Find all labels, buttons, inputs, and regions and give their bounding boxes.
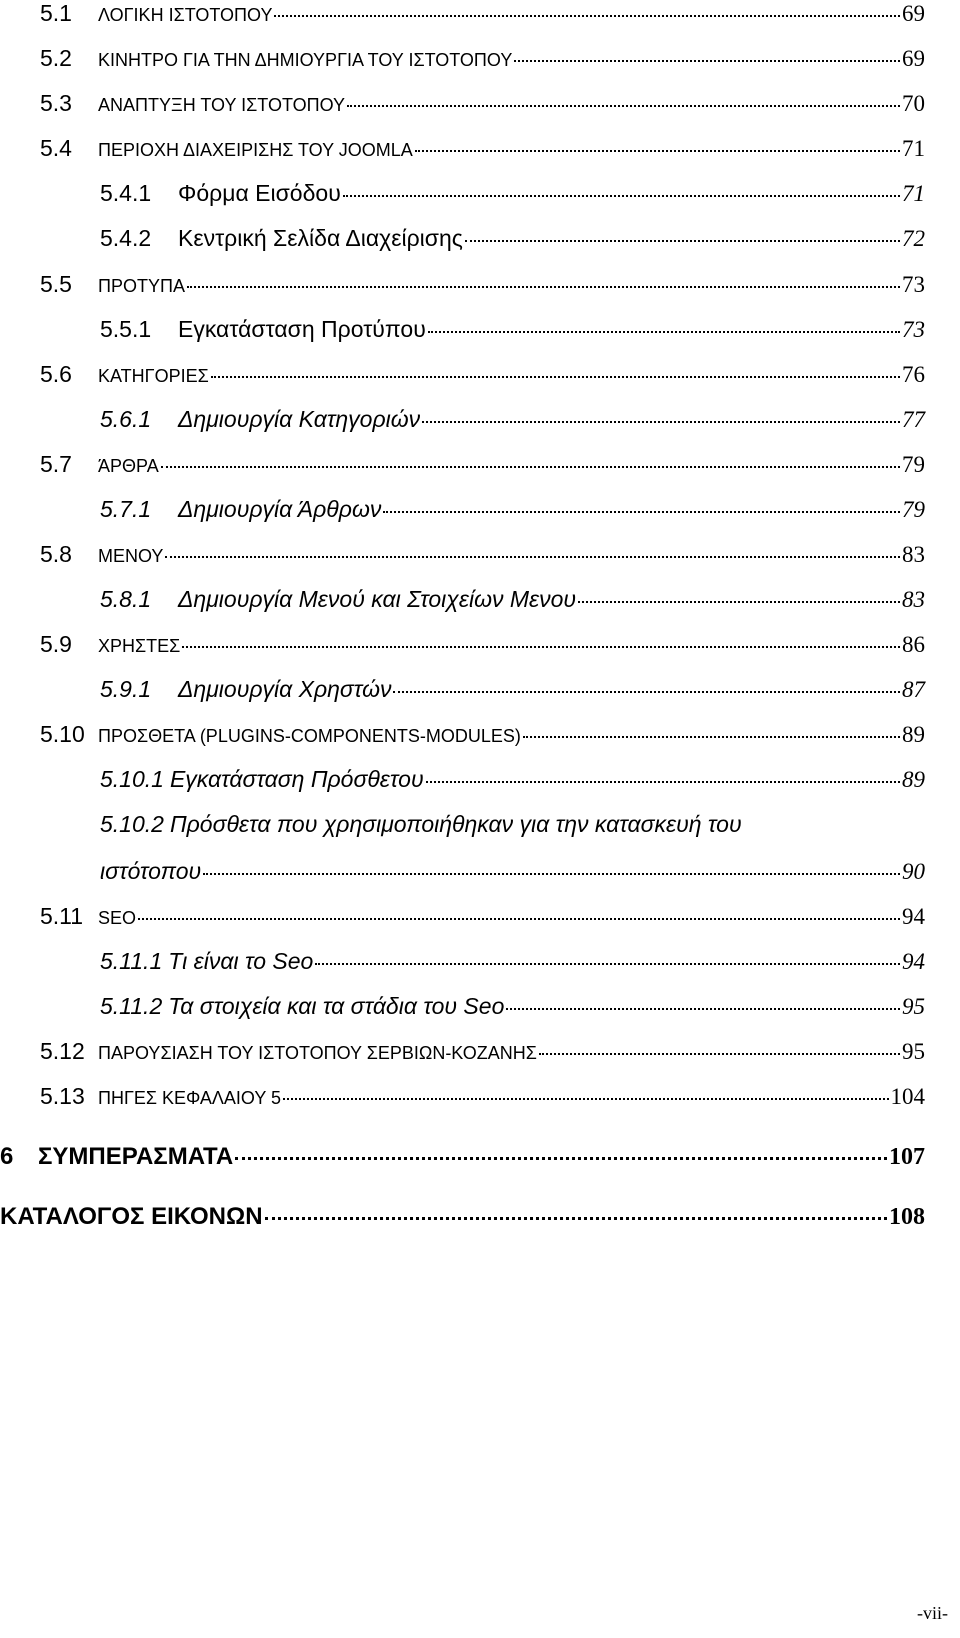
toc-page-number: 71 — [902, 136, 925, 161]
toc-entry-5-13[interactable] — [40, 1083, 925, 1110]
dot-leader — [274, 15, 900, 17]
toc-number: 5.11.1 — [100, 948, 163, 974]
toc-entry-chapter-6[interactable] — [0, 1143, 925, 1171]
toc-entry-5-9[interactable] — [40, 631, 925, 658]
toc-number: 5.5.1 — [100, 316, 152, 342]
dot-leader — [415, 150, 900, 152]
dot-leader — [426, 781, 900, 783]
toc-entry-5-10-2-continued[interactable] — [100, 858, 925, 885]
dot-leader — [203, 873, 900, 875]
toc-page-number: 86 — [902, 632, 925, 657]
dot-leader — [343, 195, 900, 197]
toc-entry-5-8[interactable] — [40, 541, 925, 568]
toc-number: 5.1 — [40, 0, 72, 26]
toc-number: 5.3 — [40, 90, 72, 116]
toc-number: 5.9 — [40, 631, 72, 657]
toc-number: 5.10 — [40, 721, 85, 747]
toc-page-number: 73 — [902, 317, 925, 342]
toc-page-number: 87 — [902, 677, 925, 702]
toc-number: 5.8 — [40, 541, 72, 567]
toc-title: Δημιουργία Κατηγοριών — [178, 406, 421, 432]
toc-title: Εγκατάσταση Πρόσθετου — [169, 766, 424, 792]
toc-number: 5.4 — [40, 135, 72, 161]
toc-number: 6 — [0, 1143, 14, 1170]
toc-entry-5-8-1[interactable] — [100, 586, 925, 613]
toc-entry-5-4-1[interactable] — [100, 180, 925, 207]
toc-number: 5.7 — [40, 451, 72, 477]
toc-number: 5.5 — [40, 271, 72, 297]
toc-title: ΚΑΤΗΓΟΡΙΕΣ — [98, 366, 209, 386]
dot-leader — [539, 1053, 900, 1055]
toc-page-number: 108 — [889, 1204, 925, 1230]
dot-leader — [235, 1157, 887, 1160]
dot-leader — [514, 60, 900, 62]
toc-entry-5-11[interactable] — [40, 903, 925, 930]
toc-number: 5.2 — [40, 45, 72, 71]
toc-title: Πρόσθετα που χρησιμοποιήθηκαν για την κατασκευή του — [169, 811, 742, 837]
toc-title: SEO — [98, 908, 137, 928]
toc-number: 5.13 — [40, 1083, 85, 1109]
dot-leader — [578, 601, 900, 603]
toc-page-number: 94 — [902, 949, 925, 974]
toc-entry-5-5[interactable] — [40, 271, 925, 298]
toc-title: ΚΙΝΗΤΡΟ ΓΙΑ ΤΗΝ ΔΗΜΙΟΥΡΓΙΑ ΤΟΥ ΙΣΤΟΤΟΠΟΥ — [98, 50, 513, 70]
toc-page-number: 89 — [902, 767, 925, 792]
dot-leader — [422, 421, 900, 423]
toc-entry-5-12[interactable] — [40, 1038, 925, 1065]
toc-page-number: 89 — [902, 722, 925, 747]
toc-title: Τι είναι το Seo — [168, 948, 314, 974]
toc-title: ΠΑΡΟΥΣΙΑΣΗ ΤΟΥ ΙΣΤΟΤΟΠΟΥ ΣΕΡΒΙΩΝ-ΚΟΖΑΝΗΣ — [98, 1043, 537, 1063]
toc-title: ΑΝΑΠΤΥΞΗ ΤΟΥ ΙΣΤΟΤΟΠΟΥ — [98, 95, 346, 115]
toc-number: 5.4.1 — [100, 180, 152, 206]
toc-page-number: 83 — [902, 587, 925, 612]
toc-entry-5-5-1[interactable] — [100, 316, 925, 343]
toc-title: ΠΕΡΙΟΧΗ ΔΙΑΧΕΙΡΙΣΗΣ ΤΟΥ JOOMLA — [98, 140, 413, 160]
toc-page-number: 73 — [902, 272, 925, 297]
dot-leader — [523, 736, 900, 738]
toc-title: Δημιουργία Άρθρων — [178, 496, 382, 522]
toc-entry-5-7-1[interactable] — [100, 496, 925, 523]
toc-page-number: 72 — [902, 226, 925, 251]
toc-entry-5-4-2[interactable] — [100, 225, 925, 252]
toc-page-number: 107 — [889, 1144, 925, 1170]
toc-page-number: 95 — [902, 1039, 925, 1064]
dot-leader — [165, 556, 900, 558]
dot-leader — [283, 1098, 888, 1100]
toc-title: Δημιουργία Χρηστών — [178, 676, 392, 702]
toc-title: ΛΟΓΙΚΗ ΙΣΤΟΤΟΠΟΥ — [98, 5, 273, 25]
toc-number: 5.12 — [40, 1038, 85, 1064]
toc-title: Δημιουργία Μενού και Στοιχείων Μενου — [178, 586, 577, 612]
toc-entry-5-6[interactable] — [40, 361, 925, 388]
toc-number: 5.7.1 — [100, 496, 152, 522]
page-footer-number: -vii- — [917, 1603, 948, 1623]
dot-leader — [161, 466, 900, 468]
toc-entry-5-3[interactable] — [40, 90, 925, 117]
toc-entry-5-4[interactable] — [40, 135, 925, 162]
toc-page-number: 71 — [902, 181, 925, 206]
dot-leader — [465, 240, 900, 242]
toc-title: ΜΕΝΟΥ — [98, 546, 164, 566]
toc-entry-5-9-1[interactable] — [100, 676, 925, 703]
toc-page-number: 79 — [902, 497, 925, 522]
dot-leader — [211, 376, 900, 378]
toc-entry-list-of-figures[interactable] — [0, 1203, 925, 1231]
dot-leader — [265, 1217, 887, 1220]
toc-title: Εγκατάσταση Προτύπου — [178, 316, 426, 342]
toc-page-number: 69 — [902, 46, 925, 71]
dot-leader — [187, 286, 900, 288]
toc-page-number: 104 — [890, 1084, 925, 1109]
toc-title: ΆΡΘΡΑ — [98, 456, 159, 476]
toc-page-number: 79 — [902, 452, 925, 477]
toc-page-number: 77 — [902, 407, 925, 432]
dot-leader — [347, 105, 900, 107]
toc-entry-5-10-2[interactable] — [100, 811, 925, 838]
toc-number: 5.6.1 — [100, 406, 152, 432]
toc-number: 5.6 — [40, 361, 72, 387]
toc-title: ΧΡΗΣΤΕΣ — [98, 636, 181, 656]
toc-title: Τα στοιχεία και τα στάδια του Seo — [168, 993, 505, 1019]
toc-title: Κεντρική Σελίδα Διαχείρισης — [178, 225, 463, 251]
dot-leader — [138, 918, 900, 920]
dot-leader — [383, 511, 900, 513]
toc-number: 5.9.1 — [100, 676, 152, 702]
dot-leader — [506, 1008, 900, 1010]
toc-entry-5-10-1[interactable] — [100, 766, 925, 793]
toc-page-number: 83 — [902, 542, 925, 567]
toc-number: 5.8.1 — [100, 586, 152, 612]
toc-title: Φόρμα Εισόδου — [178, 180, 341, 206]
toc-number: 5.10.1 — [100, 766, 164, 792]
toc-entry-5-11-2[interactable] — [100, 993, 925, 1020]
toc-title: ΠΗΓΕΣ ΚΕΦΑΛΑΙΟΥ 5 — [98, 1088, 282, 1108]
toc-number: 5.11.2 — [100, 993, 163, 1019]
toc-entry-5-1[interactable] — [40, 0, 925, 27]
toc-title: ΣΥΜΠΕΡΑΣΜΑΤΑ — [38, 1143, 234, 1170]
toc-entry-5-10[interactable] — [40, 721, 925, 748]
dot-leader — [428, 331, 900, 333]
dot-leader — [182, 646, 900, 648]
toc-entry-5-6-1[interactable] — [100, 406, 925, 433]
toc-title: ΠΡΟΤΥΠΑ — [98, 276, 186, 296]
toc-entry-5-2[interactable] — [40, 45, 925, 72]
toc-title: ΠΡΟΣΘΕΤΑ (PLUGINS-COMPONENTS-MODULES) — [98, 726, 521, 746]
toc-page-number: 69 — [902, 1, 925, 26]
toc-page-number: 76 — [902, 362, 925, 387]
toc-number: 5.11 — [40, 903, 84, 929]
toc-page-number: 95 — [902, 994, 925, 1019]
toc-title: ΚΑΤΑΛΟΓΟΣ ΕΙΚΟΝΩΝ — [0, 1203, 263, 1230]
toc-entry-5-11-1[interactable] — [100, 948, 925, 975]
dot-leader — [315, 963, 900, 965]
toc-page-number: 90 — [902, 859, 925, 884]
toc-page-number: 94 — [902, 904, 925, 929]
toc-title-continued: ιστότοπου — [100, 858, 202, 884]
dot-leader — [393, 691, 900, 693]
toc-entry-5-7[interactable] — [40, 451, 925, 478]
toc-number: 5.4.2 — [100, 225, 152, 251]
toc-number: 5.10.2 — [100, 811, 164, 837]
toc-page-number: 70 — [902, 91, 925, 116]
